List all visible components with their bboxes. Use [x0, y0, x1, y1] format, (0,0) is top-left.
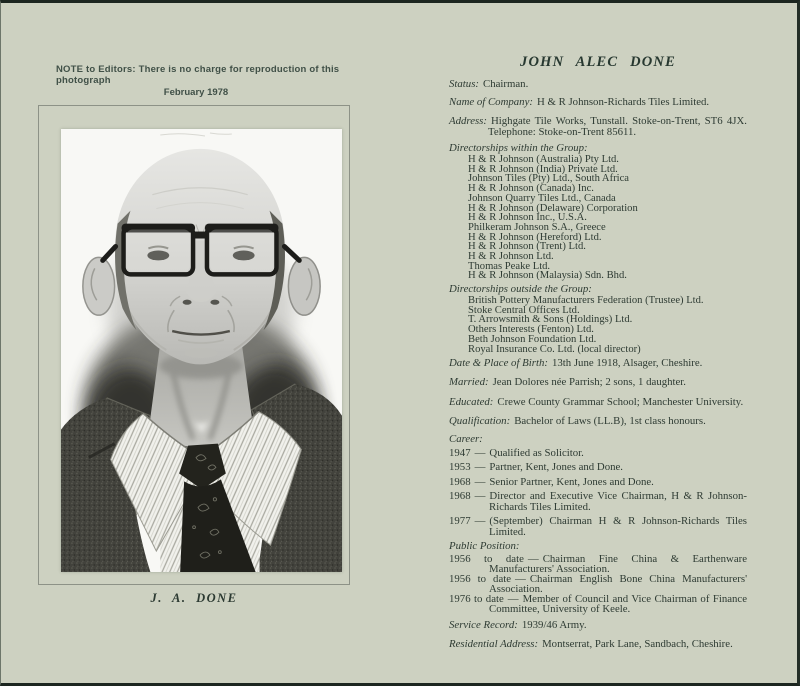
portrait-photo — [61, 129, 342, 572]
field-address — [449, 116, 747, 138]
field-residential-address — [449, 639, 747, 650]
directorships-within-list — [449, 155, 747, 281]
list-item: Others Interests (Fenton) Ltd. — [468, 324, 594, 336]
field-label: Address: — [449, 115, 487, 127]
list-item: Beth Johnson Foundation Ltd. — [468, 333, 597, 345]
field-value: Highgate Tile Works, Tunstall. Stoke-on-Trent, ST6 4JX. — [490, 115, 747, 127]
field-value: Chairman. — [483, 78, 529, 90]
issue-date: February 1978 — [163, 87, 229, 98]
list-item: H & R Johnson (India) Private Ltd. — [468, 163, 618, 175]
field-company — [449, 97, 747, 108]
field-birth — [449, 358, 747, 369]
list-item: H & R Johnson (Hereford) Ltd. — [468, 231, 602, 243]
list-item: T. Arrowsmith & Sons (Holdings) Ltd. — [468, 314, 633, 326]
career-entry — [449, 448, 747, 459]
list-item: H & R Johnson Inc., U.S.A. — [468, 212, 587, 224]
list-item: Stoke Central Offices Ltd. — [468, 304, 580, 316]
address-line-2: Telephone: Stoke-on-Trent 85611. — [488, 126, 637, 138]
em-dash: — — [474, 461, 486, 473]
field-label: Service Record: — [449, 619, 518, 631]
section-label: Directorships outside the Group: — [449, 283, 592, 295]
career-year: 1947 — [449, 446, 471, 459]
entry-year: 1976 to date — [449, 593, 504, 605]
career-year: 1968 — [449, 490, 471, 502]
field-educated — [449, 397, 747, 408]
em-dash: — — [474, 490, 486, 502]
career-year: 1968 — [449, 475, 471, 488]
list-item: Philkeram Johnson S.A., Greece — [468, 221, 606, 233]
list-item: H & R Johnson (Australia) Pty Ltd. — [468, 154, 619, 165]
field-value: Montserrat, Park Lane, Sandbach, Cheshire. — [542, 638, 733, 650]
list-item: Royal Insurance Co. Ltd. (local director) — [468, 343, 641, 355]
public-position-entry — [449, 574, 747, 594]
list-item: H & R Johnson (Canada) Inc. — [468, 183, 594, 195]
career-year: 1977 — [449, 515, 471, 527]
career-year: 1953 — [449, 461, 471, 473]
field-value: Crewe County Grammar School; Manchester University. — [497, 396, 744, 408]
entry-year: 1956 to date — [449, 553, 524, 565]
entry-text: Chairman English Bone China Manufacturers' Association. — [489, 573, 748, 595]
field-value: 13th June 1918, Alsager, Cheshire. — [551, 357, 703, 369]
list-item: H & R Johnson (Malaysia) Sdn. Bhd. — [468, 270, 627, 282]
career-section — [449, 434, 747, 541]
field-qualification — [449, 416, 747, 427]
list-item: H & R Johnson (Delaware) Corporation — [468, 202, 638, 214]
portrait-illustration — [61, 129, 342, 572]
section-label: Directorships within the Group: — [449, 142, 588, 154]
list-item: H & R Johnson Ltd. — [468, 251, 554, 263]
list-item: British Pottery Manufacturers Federation (Trustee) Ltd. — [468, 295, 704, 306]
career-list — [449, 448, 747, 538]
em-dash: — — [474, 475, 486, 488]
field-label: Date & Place of Birth: — [449, 357, 548, 369]
field-status — [449, 79, 747, 90]
em-dash: — — [527, 553, 539, 565]
field-service-record — [449, 620, 747, 631]
em-dash: — — [474, 515, 486, 527]
field-label: Residential Address: — [449, 638, 539, 650]
career-text: Partner, Kent, Jones and Done. — [489, 461, 623, 473]
section-label: Public Position: — [449, 540, 520, 552]
career-text: Director and Executive Vice Chairman, H & R Johnson-Richards Tiles Limited. — [489, 490, 747, 513]
entry-text: Chairman Fine China & Earthenware Manufacturers' Association. — [489, 553, 748, 575]
field-value: 1939/46 Army. — [521, 619, 587, 631]
field-label: Educated: — [449, 396, 494, 408]
career-entry — [449, 491, 747, 512]
public-position-entry — [449, 554, 747, 574]
field-label: Married: — [449, 376, 489, 388]
career-text: Senior Partner, Kent, Jones and Done. — [489, 475, 654, 488]
directorships-outside-list — [449, 296, 747, 354]
em-dash: — — [515, 573, 526, 585]
entry-year: 1956 to date — [449, 573, 512, 585]
career-text: (September) Chairman H & R Johnson-Richards Tiles Limited. — [489, 515, 747, 538]
field-label: Qualification: — [449, 415, 511, 427]
em-dash: — — [474, 446, 486, 459]
section-label: Career: — [449, 433, 483, 445]
career-entry — [449, 462, 747, 473]
entry-text: Member of Council and Vice Chairman of Finance Committee, University of Keele. — [489, 593, 748, 615]
photo-caption: J. A. DONE — [150, 591, 238, 605]
field-value: Bachelor of Laws (LL.B), 1st class honours. — [514, 415, 706, 427]
career-entry — [449, 516, 747, 537]
field-label: Status: — [449, 78, 479, 90]
list-item: Johnson Tiles (Pty) Ltd., South Africa — [468, 173, 629, 185]
em-dash: — — [507, 593, 519, 605]
directorships-within-section — [449, 143, 747, 281]
career-text: Qualified as Solicitor. — [489, 446, 584, 459]
list-item: Johnson Quarry Tiles Ltd., Canada — [468, 192, 616, 204]
field-married — [449, 377, 747, 388]
public-position-section — [449, 541, 747, 614]
list-item: H & R Johnson (Trent) Ltd. — [468, 241, 586, 253]
photo-frame — [38, 105, 350, 585]
list-item: Thomas Peake Ltd. — [468, 260, 551, 272]
page-title: JOHN ALEC DONE — [520, 54, 676, 70]
public-position-entry — [449, 594, 747, 614]
field-value: H & R Johnson-Richards Tiles Limited. — [536, 96, 710, 108]
note-to-editors: NOTE to Editors: There is no charge for reproduction of this photograph — [56, 64, 340, 86]
field-label: Name of Company: — [449, 96, 533, 108]
field-value: Jean Dolores née Parrish; 2 sons, 1 daughter. — [492, 376, 686, 388]
career-entry — [449, 477, 747, 488]
directorships-outside-section — [449, 284, 747, 354]
public-position-list — [449, 554, 747, 614]
